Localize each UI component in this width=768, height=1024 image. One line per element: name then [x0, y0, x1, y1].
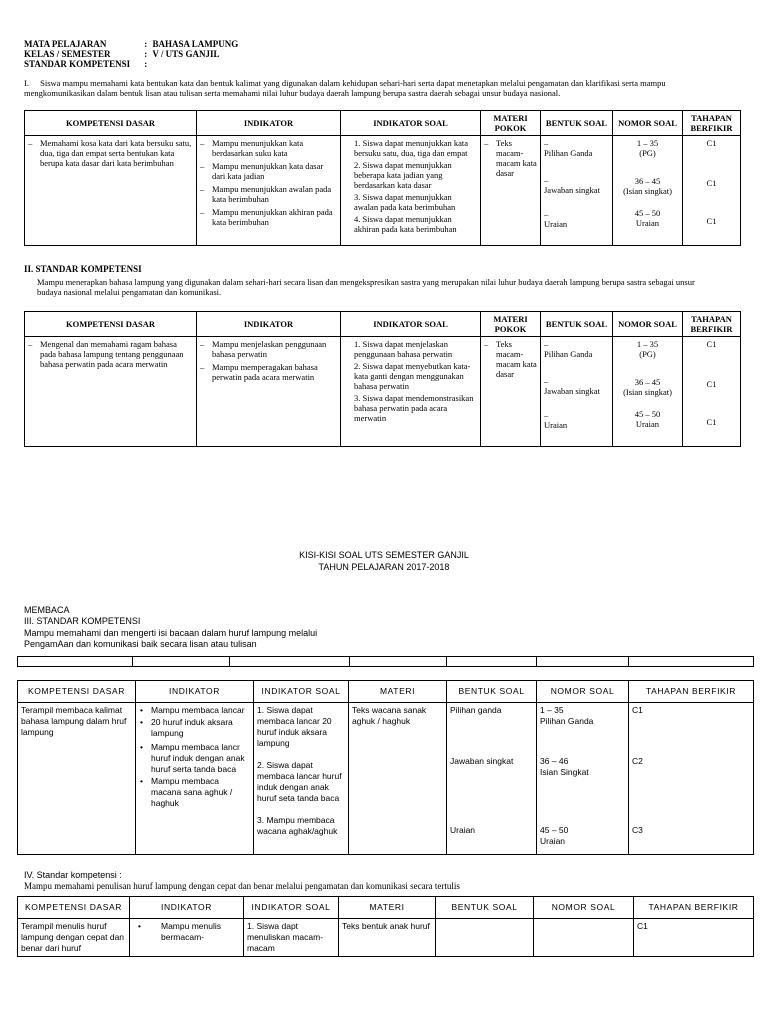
col-header: BENTUK SOAL [541, 312, 613, 337]
nomor-type: Uraian [635, 419, 660, 429]
header-label: KELAS / SEMESTER [24, 49, 111, 59]
col-header: KOMPETENSI DASAR [18, 897, 130, 919]
nomor-range: 36 – 45 [634, 377, 661, 387]
section-3-intro [24, 605, 624, 650]
header-row-subject [24, 39, 324, 49]
indikator-item: – Mampu menunjukkan awalan pada kata berimbuhan [200, 184, 337, 204]
col-header: TAHAPAN BERFIKIR [683, 111, 741, 136]
tahapan-cell [629, 703, 754, 855]
indikator-item: – Mampu memperagakan bahasa perwatin pada acara merwatin [200, 362, 337, 382]
kd-text: – Mengenal dan memahami ragam bahasa pada bahasa lampung tentang penggunaan bahasa perwatin pada acara merwatin [28, 339, 193, 369]
kisi-subtitle: TAHUN PELAJARAN 2017-2018 [318, 562, 450, 572]
nomor-range: 1 – 35 [636, 138, 659, 148]
indikator-soal-item: 3. Siswa dapat mendemonstrasikan bahasa perwatin pada acara merwatin [354, 393, 474, 423]
indikator-soal-cell [341, 337, 481, 447]
col-header: KOMPETENSI DASAR [25, 111, 197, 136]
kd-cell: Terampil membaca kalimat bahasa lampung dalam hruf lampung [18, 703, 136, 855]
nomor-range: 45 – 50 [634, 208, 661, 218]
indikator-item: • Mampu menulis bermacam- [137, 921, 240, 943]
section-1-intro [24, 78, 714, 98]
indikator-soal-item: 3. Siswa dapat menunjukkan awalan pada kata berimbuhan [354, 192, 456, 212]
kd-cell [25, 136, 197, 246]
tahapan-item: C1 [706, 417, 717, 427]
nomor-type: Pilihan Ganda [540, 716, 594, 726]
indikator-item: • 20 huruf induk aksara lampung [139, 717, 250, 739]
col-header: MATERI [339, 897, 436, 919]
col-header: INDIKATOR [136, 681, 254, 703]
nomor-cell [534, 919, 634, 957]
indikator-cell [136, 703, 254, 855]
bentuk-item: Pilihan ganda [450, 705, 502, 715]
nomor-type: (Isian singkat) [623, 387, 672, 397]
header-colon: : [144, 39, 148, 49]
materi-cell [481, 136, 541, 246]
header-value: V / UTS GANJIL [152, 49, 220, 59]
indikator-soal-cell: 1. Siswa dapt menuliskan macam-macam [244, 919, 339, 957]
header-row-class [24, 49, 324, 59]
header-colon: : [144, 59, 148, 69]
kd-cell [25, 337, 197, 447]
col-header: INDIKATOR SOAL [244, 897, 339, 919]
section-3-text-1: Mampu memahami dan mengerti isi bacaan dalam huruf lampung melalui [24, 628, 318, 638]
indikator-soal-cell [254, 703, 349, 855]
tahapan-item: C1 [706, 138, 717, 148]
indikator-cell [197, 136, 341, 246]
indikator-soal-item: 1. Siswa dapat membaca lancar 20 huruf induk aksara lampung [257, 705, 332, 748]
indikator-item: • Mampu membaca macana sana aghuk / haghuk [139, 776, 250, 809]
indikator-soal-item: 4. Siswa dapat menunjukkan akhiran pada kata berimbuhan [354, 214, 457, 234]
nomor-range: 1 – 35 [636, 339, 659, 349]
bentuk-cell [447, 703, 537, 855]
tahapan-item: C2 [632, 756, 643, 766]
section-number: I. [24, 78, 29, 88]
section-3-table [17, 680, 754, 855]
header-label: STANDAR KOMPETENSI [24, 59, 131, 69]
bentuk-item: Pilihan Ganda [544, 148, 593, 158]
nomor-range: 36 – 45 [634, 176, 661, 186]
document-header [24, 39, 324, 69]
nomor-type: Uraian [635, 218, 660, 228]
col-header: BENTUK SOAL [541, 111, 613, 136]
indikator-soal-item: 2. Siswa dapat menyebutkan kata-kata ganti dengan menggunakan bahasa perwatin [354, 361, 471, 391]
indikator-cell [197, 337, 341, 447]
tahapan-item: C1 [706, 216, 717, 226]
bentuk-item: Pilihan Ganda [544, 349, 593, 359]
col-header: TAHAPAN BERFIKIR [683, 312, 741, 337]
col-header: NOMOR SOAL [613, 312, 683, 337]
tahapan-item: C1 [706, 178, 717, 188]
col-header: MATERI [349, 681, 447, 703]
section-text: Siswa mampu memahami kata bentukan kata dan bentuk kalimat yang digunakan dalam kehidupan sehari-hari serta dapat menetapkan melalui pengamatan dan klarifikasi serta mampu mengkomunikasikan dalam bentuk lisan atau tulisan serta memahami nilai luhur budaya daerah lampung berupa sastra daerah sebagai unsur budaya nasional. [24, 78, 666, 98]
tahapan-cell: C1 [634, 919, 754, 957]
kisi-title-block [0, 549, 768, 573]
bentuk-cell [436, 919, 534, 957]
bentuk-item: Jawaban singkat [544, 386, 600, 396]
bentuk-item: Jawaban singkat [544, 185, 600, 195]
indikator-soal-item: 1. Siswa dapat menjelaskan penggunaan bahasa perwatin [354, 339, 453, 359]
nomor-type: (PG) [639, 148, 656, 158]
nomor-range: 45 – 50 [540, 825, 569, 835]
materi-cell [481, 337, 541, 447]
nomor-cell [613, 337, 683, 447]
section-3-title: III. STANDAR KOMPETENSI [24, 616, 141, 626]
bentuk-cell: – Pilihan Ganda – Jawaban singkat – Uraian [541, 136, 613, 246]
indikator-item: – Mampu menjelaskan penggunaan bahasa perwatin [200, 339, 337, 359]
materi-cell: Teks bentuk anak huruf [339, 919, 436, 957]
indikator-item: – Mampu menunjukkan kata dasar dari kata jadian [200, 161, 337, 181]
tahapan-cell [683, 136, 741, 246]
col-header: NOMOR SOAL [613, 111, 683, 136]
section-4-text: Mampu memahami penulisan huruf lampung dengan cepat dan benar melalui pengamatan dan komunikasi secara tertulis [24, 881, 460, 891]
tahapan-item: C1 [632, 705, 643, 715]
tahapan-item: C3 [632, 825, 643, 835]
nomor-cell [537, 703, 629, 855]
section-3-text-2: PengamAan dan komunikasi baik secara lisan atau tulisan [24, 639, 257, 649]
bentuk-item: Jawaban singkat [450, 756, 514, 766]
nomor-range: 45 – 50 [634, 409, 661, 419]
col-header: INDIKATOR SOAL [341, 312, 481, 337]
materi-cell: Teks wacana sanak aghuk / haghuk [349, 703, 447, 855]
materi-text: – Teks macam-macam kata dasar [484, 138, 537, 178]
empty-grid-row [17, 656, 754, 667]
indikator-item: • Mampu membaca lancr huruf induk dengan anak huruf serta tanda baca [139, 742, 250, 775]
header-row-standard [24, 59, 324, 69]
section-3-label: MEMBACA [24, 605, 70, 615]
col-header: MATERI POKOK [481, 312, 541, 337]
kd-text: – Memahami kosa kata dari kata bersuku satu, dua, tiga dan empat serta bentukan kata berupa kata dasar dari kata berimbuhan [28, 138, 193, 168]
nomor-type: (Isian singkat) [623, 186, 672, 196]
tahapan-cell [683, 337, 741, 447]
section-2-title: II. STANDAR KOMPETENSI [24, 264, 142, 274]
bentuk-item: Uraian [544, 420, 568, 430]
bentuk-cell: – Pilihan Ganda – Jawaban singkat – Uraian [541, 337, 613, 447]
bentuk-item: Uraian [450, 825, 476, 835]
col-header: BENTUK SOAL [436, 897, 534, 919]
tahapan-item: C1 [706, 339, 717, 349]
indikator-item: • Mampu membaca lancar [139, 705, 250, 716]
col-header: MATERI POKOK [481, 111, 541, 136]
col-header: NOMOR SOAL [537, 681, 629, 703]
indikator-soal-item: 1. Siswa dapat menunjukkan kata bersuku satu, dua, tiga dan empat [354, 138, 469, 158]
bentuk-item: Uraian [544, 219, 568, 229]
indikator-soal-item: 2. Siswa dapat menunjukkan beberapa kata jadian yang berdasarkan kata dasar [354, 160, 452, 190]
col-header: KOMPETENSI DASAR [18, 681, 136, 703]
header-label: MATA PELAJARAN [24, 39, 107, 49]
section-4-title: IV. Standar kompetensi : [24, 870, 122, 880]
col-header: TAHAPAN BERFIKIR [634, 897, 754, 919]
col-header: INDIKATOR SOAL [341, 111, 481, 136]
col-header: INDIKATOR [130, 897, 244, 919]
nomor-cell [613, 136, 683, 246]
section-1-table [24, 110, 741, 246]
indikator-cell [130, 919, 244, 957]
kd-cell: Terampil menulis huruf lampung dengan cepat dan benar dari huruf [18, 919, 130, 957]
indikator-soal-item: 2. Siswa dapat membaca lancar huruf induk dengan anak huruf seta tanda baca [257, 760, 342, 803]
indikator-item: – Mampu menunjukkan kata berdasarkan suku kata [200, 138, 337, 158]
indikator-soal-item: 3. Mampu membaca wacana aghak/aghuk [257, 815, 338, 836]
nomor-type: Isian Singkat [540, 767, 589, 777]
tahapan-item: C1 [706, 379, 717, 389]
col-header: INDIKATOR [197, 312, 341, 337]
header-value: BAHASA LAMPUNG [152, 39, 239, 49]
col-header: TAHAPAN BERFIKIR [629, 681, 754, 703]
col-header: INDIKATOR [197, 111, 341, 136]
indikator-soal-cell [341, 136, 481, 246]
nomor-type: (PG) [639, 349, 656, 359]
nomor-range: 36 – 46 [540, 756, 569, 766]
section-2-text: Mampu menerapkan bahasa lampung yang digunakan dalam sehari-hari secara lisan dan mengekspresikan sastra yang merupakan nilai luhur budaya daerah lampung berupa sastra sebagai unsur budaya nasional melalui pengamatan dan komunikasi. [37, 277, 695, 297]
col-header: NOMOR SOAL [534, 897, 634, 919]
kisi-title: KISI-KISI SOAL UTS SEMESTER GANJIL [299, 550, 469, 560]
materi-text: – Teks macam-macam kata dasar [484, 339, 537, 379]
col-header: KOMPETENSI DASAR [25, 312, 197, 337]
nomor-range: 1 – 35 [540, 705, 564, 715]
indikator-item: – Mampu menunjukkan akhiran pada kata berimbuhan [200, 207, 337, 227]
header-colon: : [144, 49, 148, 59]
nomor-type: Uraian [540, 836, 566, 846]
section-2-table [24, 311, 741, 447]
section-4-table [17, 896, 754, 957]
col-header: BENTUK SOAL [447, 681, 537, 703]
col-header: INDIKATOR SOAL [254, 681, 349, 703]
